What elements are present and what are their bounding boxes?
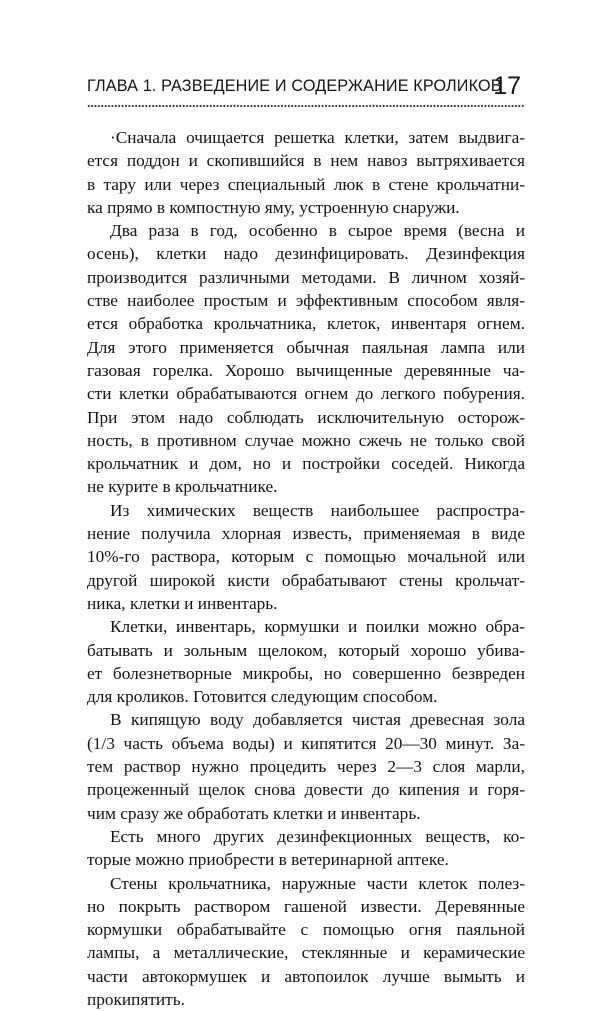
paragraph bbox=[87, 825, 525, 872]
text-line: прокипятить. bbox=[87, 988, 525, 1011]
text-line: ет болезнетворные микробы, но совершенно безвреден bbox=[87, 662, 525, 685]
text-line: Стены крольчатника, наружные части клеток полез- bbox=[87, 872, 525, 895]
text-line: процеженный щелок снова довести до кипения и горя- bbox=[87, 778, 525, 801]
text-line: газовая горелка. Хорошо вычищенные деревянные ча- bbox=[87, 359, 525, 382]
text-line: Два раза в год, особенно в сырое время (весна и bbox=[87, 219, 525, 242]
text-line: Для этого применяется обычная паяльная лампа или bbox=[87, 336, 525, 359]
paragraph bbox=[87, 872, 525, 1011]
text-line: В кипящую воду добавляется чистая древесная зола bbox=[87, 708, 525, 731]
body-text bbox=[87, 126, 525, 1011]
text-line: Клетки, инвентарь, кормушки и поилки можно обра- bbox=[87, 615, 525, 638]
text-line: но покрыть раствором гашеной извести. Деревянные bbox=[87, 895, 525, 918]
text-line: ка прямо в компостную яму, устроенную снаружи. bbox=[87, 196, 525, 219]
paragraph bbox=[87, 126, 525, 219]
text-line: другой широкой кисти обрабатывают стены крольчат- bbox=[87, 569, 525, 592]
paragraph bbox=[87, 615, 525, 708]
text-line: (1/3 часть объема воды) и кипятится 20—30 минут. За- bbox=[87, 732, 525, 755]
text-line: осень), клетки надо дезинфицировать. Дезинфекция bbox=[87, 242, 525, 265]
text-line: для кроликов. Готовится следующим способом. bbox=[87, 685, 525, 708]
text-line: ется обработка крольчатника, клеток, инвентаря огнем. bbox=[87, 312, 525, 335]
header-divider bbox=[87, 105, 525, 107]
text-line: лампы, а металлические, стеклянные и керамические bbox=[87, 941, 525, 964]
text-line: ность, в противном случае можно сжечь не только свой bbox=[87, 429, 525, 452]
text-line: нение получила хлорная известь, применяемая в виде bbox=[87, 522, 525, 545]
chapter-title: ГЛАВА 1. РАЗВЕДЕНИЕ И СОДЕРЖАНИЕ КРОЛИКОВ bbox=[87, 77, 502, 96]
text-line: не курите в крольчатнике. bbox=[87, 475, 525, 498]
text-line: сти клетки обрабатываются огнем до легкого побурения. bbox=[87, 382, 525, 405]
text-line: Из химических веществ наибольшее распростра- bbox=[87, 499, 525, 522]
text-line: торые можно приобрести в ветеринарной аптеке. bbox=[87, 848, 525, 871]
running-header bbox=[87, 70, 525, 106]
text-line: производится различными методами. В личном хозяй- bbox=[87, 266, 525, 289]
text-line: тем раствор нужно процедить через 2—3 слоя марли, bbox=[87, 755, 525, 778]
paragraph bbox=[87, 219, 525, 499]
text-line: При этом надо соблюдать исключительную осторож- bbox=[87, 406, 525, 429]
text-line: батывать и зольным щелоком, который хорошо убива- bbox=[87, 639, 525, 662]
text-line: Есть много других дезинфекционных веществ, ко- bbox=[87, 825, 525, 848]
text-line: кормушки обрабатывайте с помощью огня паяльной bbox=[87, 918, 525, 941]
text-line: в тару или через специальный люк в стене крольчатни- bbox=[87, 173, 525, 196]
text-line: стве наиболее простым и эффективным способом явля- bbox=[87, 289, 525, 312]
page-number: 17 bbox=[493, 72, 521, 101]
text-line: ется поддон и скопившийся в нем навоз вытряхивается bbox=[87, 149, 525, 172]
paragraph bbox=[87, 499, 525, 615]
text-line: крольчатник и дом, но и постройки соседей. Никогда bbox=[87, 452, 525, 475]
text-line: ника, клетки и инвентарь. bbox=[87, 592, 525, 615]
text-line: ·Сначала очищается решетка клетки, затем выдвига- bbox=[87, 126, 525, 149]
text-line: чим сразу же обработать клетки и инвентарь. bbox=[87, 802, 525, 825]
text-line: 10%-го раствора, которым с помощью мочальной или bbox=[87, 545, 525, 568]
paragraph bbox=[87, 708, 525, 824]
text-line: части автокормушек и автопоилок лучше вымыть и bbox=[87, 965, 525, 988]
